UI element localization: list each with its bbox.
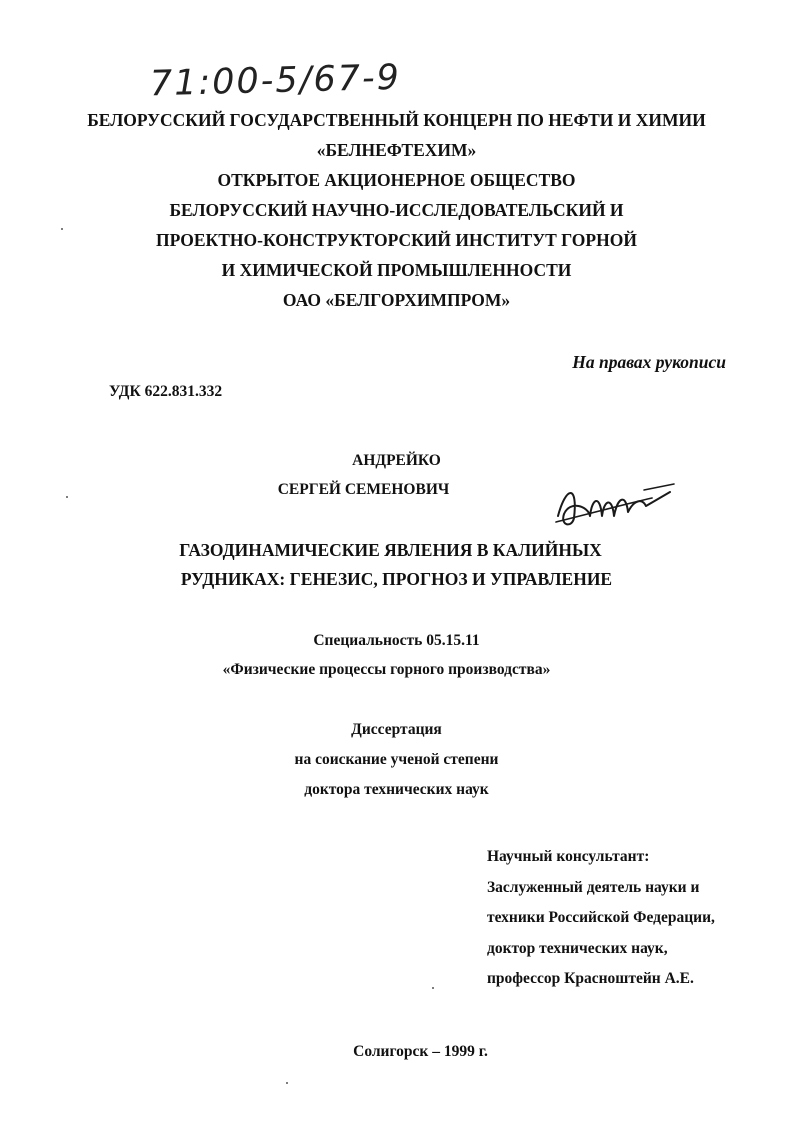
scan-speck [286, 1082, 288, 1084]
organization-line-3: ОТКРЫТОЕ АКЦИОНЕРНОЕ ОБЩЕСТВО [217, 170, 576, 190]
dissertation-title-line-1: ГАЗОДИНАМИЧЕСКИЕ ЯВЛЕНИЯ В КАЛИЙНЫХ [179, 540, 602, 560]
place-and-year: Солигорск – 1999 г. [353, 1043, 488, 1060]
organization-line-6: И ХИМИЧЕСКОЙ ПРОМЫШЛЕННОСТИ [221, 260, 572, 280]
scientific-consultant-block [487, 842, 715, 995]
author-signature [548, 476, 678, 536]
udc-code: УДК 622.831.332 [109, 383, 223, 400]
organization-line-4: БЕЛОРУССКИЙ НАУЧНО-ИССЛЕДОВАТЕЛЬСКИЙ И [169, 200, 624, 220]
specialty-code: Специальность 05.15.11 [313, 632, 480, 649]
author-given-names: СЕРГЕЙ СЕМЕНОВИЧ [277, 481, 450, 498]
scan-speck [61, 228, 63, 230]
consultant-line-5: профессор Красноштейн А.Е. [487, 970, 694, 987]
organization-line-5: ПРОЕКТНО-КОНСТРУКТОРСКИЙ ИНСТИТУТ ГОРНОЙ [156, 230, 637, 250]
specialty-name: «Физические процессы горного производства» [222, 661, 551, 678]
organization-line-7: ОАО «БЕЛГОРХИМПРОМ» [282, 290, 511, 310]
organization-line-1: БЕЛОРУССКИЙ ГОСУДАРСТВЕННЫЙ КОНЦЕРН ПО НЕФТИ И ХИМИИ [87, 110, 706, 130]
degree-line-2: доктора технических наук [304, 781, 489, 798]
dissertation-title-line-2: РУДНИКАХ: ГЕНЕЗИС, ПРОГНОЗ И УПРАВЛЕНИЕ [180, 569, 613, 589]
handwritten-archive-code: 71:00-5/67-9 [149, 57, 402, 105]
manuscript-rights-note: На правах рукописи [572, 352, 726, 372]
scan-speck [432, 987, 434, 989]
consultant-line-1: Научный консультант: [487, 848, 650, 865]
consultant-line-3: техники Российской Федерации, [487, 909, 715, 926]
degree-line-1: на соискание ученой степени [294, 751, 499, 768]
consultant-line-2: Заслуженный деятель науки и [487, 878, 700, 896]
scan-speck [66, 496, 68, 498]
consultant-line-4: доктор технических наук, [487, 939, 668, 957]
organization-line-2: «БЕЛНЕФТЕХИМ» [316, 140, 477, 160]
author-surname: АНДРЕЙКО [352, 452, 441, 469]
dissertation-label: Диссертация [351, 721, 442, 738]
